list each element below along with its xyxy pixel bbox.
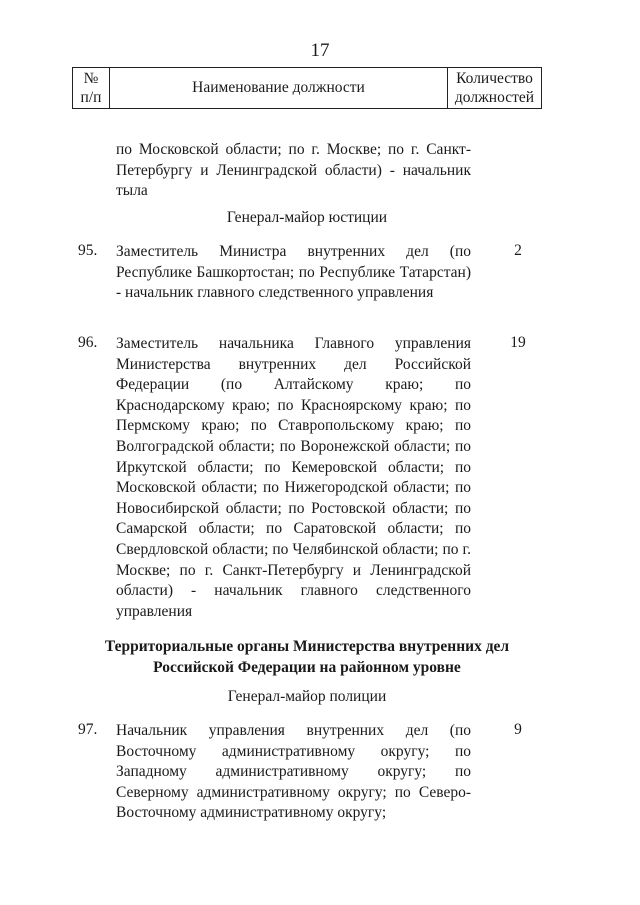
item-number: 96. xyxy=(78,334,98,351)
section-heading-line2: Российской Федерации на районном уровне xyxy=(153,659,461,676)
item-count: 19 xyxy=(510,334,526,351)
item-text: Заместитель начальника Главного управления Министерства внутренних дел Российской Федерации (по Алтайскому краю; по Краснодарскому краю; по Красноярскому краю; по Пермскому краю; по Ставропольскому краю; по Волгоградской области; по Воронежской области; по Иркутской области; по Кемеровской области; по Московской области; по Нижегородской области; по Новосибирской области; по Ростовской области; по Самарской области; по Саратовской области; по Свердловской области; по Челябинской области; по г. Москве; по г. Санкт-Петербургу и Ленинградской области) - начальник главного следственного управления xyxy=(116,335,471,620)
item-number: 97. xyxy=(78,721,98,738)
column-header-count-line2: должностей xyxy=(454,89,535,106)
item-text: Заместитель Министра внутренних дел (по Республике Башкортостан; по Республике Татарстан) - начальник главного следственного управления xyxy=(116,243,471,302)
section-heading-line1: Территориальные органы Министерства внутренних дел xyxy=(104,638,510,655)
continuation-text: по Московской области; по г. Москве; по г. Санкт-Петербургу и Ленинградской области) - начальник тыла xyxy=(116,141,471,200)
column-header-position-name: Наименование должности xyxy=(110,68,448,109)
rank-heading-justice: Генерал-майор юстиции xyxy=(226,209,388,226)
item-number: 95. xyxy=(78,242,98,259)
column-header-number xyxy=(73,68,110,109)
column-header-count xyxy=(448,68,542,109)
column-header-number-line2: п/п xyxy=(80,89,102,106)
rank-heading-police: Генерал-майор полиции xyxy=(227,688,387,705)
item-count: 2 xyxy=(514,242,522,259)
item-text: Начальник управления внутренних дел (по Восточному административному округу; по Западному административному округу; по Северному административному округу; по Северо-Восточному административному округу; xyxy=(116,722,471,822)
column-header-number-line1: № xyxy=(83,70,99,87)
item-count: 9 xyxy=(514,721,522,738)
table-header xyxy=(72,67,542,109)
page-number: 17 xyxy=(310,40,330,61)
column-header-count-line1: Количество xyxy=(456,70,533,87)
section-heading xyxy=(72,636,542,678)
